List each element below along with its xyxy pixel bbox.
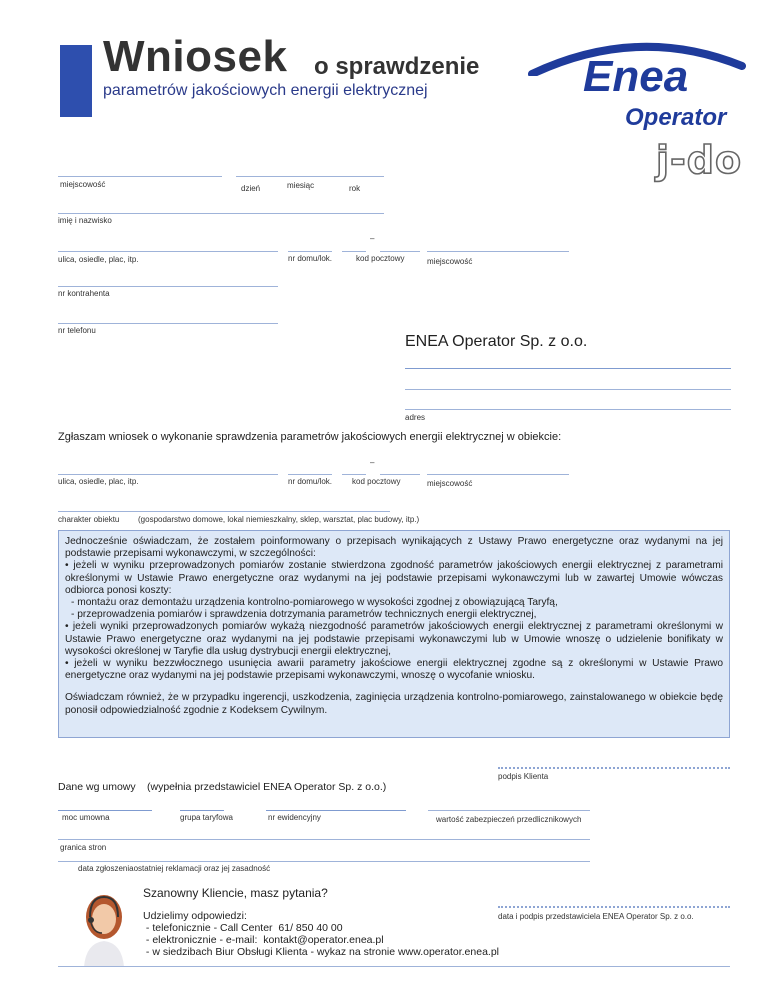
enea-logo-operator: Operator <box>625 104 727 131</box>
object-postcode-field-a[interactable] <box>342 474 366 475</box>
rep-signature-label: data i podpis przedstawiciela ENEA Operator Sp. z o.o. <box>498 912 694 921</box>
declaration-item: • jeżeli wyniki przeprowadzonych pomiarów wykażą niezgodność parametrów jakościowych energii elektrycznej z parametrami określonymi w Ustawie Prawo energetyczne oraz wydanymi na jej podstawie przepisami wykonawczymi lub w Umowie wnoszę o udzielenie bonifikaty w wysokości określonej w Taryfie dla usług dystrybucji energii elektrycznej, <box>65 621 723 657</box>
day-label: dzień <box>241 184 261 193</box>
footer-divider <box>58 966 730 967</box>
help-body <box>143 910 499 958</box>
form-title: Wniosek <box>103 32 288 81</box>
house-field[interactable] <box>288 251 332 252</box>
name-field[interactable] <box>58 213 384 214</box>
help-item: - w siedzibach Biur Obsługi Klienta - wykaz na stronie www.operator.enea.pl <box>143 946 500 958</box>
security-label: wartość zabezpieczeń przedlicznikowych <box>436 815 582 824</box>
declaration-item: • jeżeli w wyniku bezzwłocznego usunięcia awarii parametry jakościowe energii elektrycznej zgodne są z określonymi w Ustawie Prawo energetyczne oraz wydanymi na jej podstawie przepisami wykonawczymi, wnoszę o wycofanie wniosku. <box>65 658 723 682</box>
declaration-box <box>58 530 730 738</box>
help-title: Szanowny Kliencie, masz pytania? <box>143 886 328 900</box>
declaration-subitem: - przeprowadzenia pomiarów i sprawdzenia dotrzymania parametrów technicznych energii elektrycznej, <box>71 609 537 621</box>
object-type-label: charakter obiektu <box>58 515 120 524</box>
form-subtitle: parametrów jakościowych energii elektrycznej <box>103 82 428 99</box>
tariff-label: grupa taryfowa <box>180 813 233 822</box>
street-label: ulica, osiedle, plac, itp. <box>58 255 139 264</box>
record-label: nr ewidencyjny <box>268 813 321 822</box>
object-type-hint: (gospodarstwo domowe, lokal niemieszkalny, sklep, warsztat, plac budowy, itp.) <box>138 515 420 524</box>
phone-label: nr telefonu <box>58 326 96 335</box>
year-label: rok <box>349 184 361 193</box>
title-accent-bar <box>60 45 92 117</box>
object-street-field[interactable] <box>58 474 278 475</box>
postcode-field-a[interactable] <box>342 251 366 252</box>
object-house-field[interactable] <box>288 474 332 475</box>
object-postcode-field-b[interactable] <box>380 474 420 475</box>
jdo-logo: j-do <box>656 138 743 182</box>
city-field[interactable] <box>427 251 569 252</box>
name-label: imię i nazwisko <box>58 216 112 225</box>
call-center-agent-icon <box>74 887 134 967</box>
house-label: nr domu/lok. <box>288 254 333 263</box>
border-label: granica stron <box>60 843 107 852</box>
month-label: miesiąc <box>287 181 315 190</box>
postcode-dash: – <box>370 234 375 243</box>
contractor-field[interactable] <box>58 286 278 287</box>
declaration-subitem: - montażu oraz demontażu urządzenia kontrolno-pomiarowego w wysokości zgodnej z obowiązującą Taryfą, <box>71 597 558 609</box>
rep-signature-field[interactable] <box>498 906 730 910</box>
border-field[interactable] <box>58 839 590 840</box>
postcode-field-b[interactable] <box>380 251 420 252</box>
postcode-label: kod pocztowy <box>356 254 405 263</box>
enea-logo: Enea <box>583 52 689 101</box>
client-signature-field[interactable] <box>498 767 730 771</box>
place-label: miejscowość <box>60 180 106 189</box>
help-item: - telefonicznie - Call Center 61/ 850 40 00 <box>143 922 343 934</box>
address-line-2[interactable] <box>405 389 731 390</box>
record-field[interactable] <box>266 810 406 811</box>
object-street-label: ulica, osiedle, plac, itp. <box>58 477 139 486</box>
object-house-label: nr domu/lok. <box>288 477 333 486</box>
object-city-label: miejscowość <box>427 479 473 488</box>
power-label: moc umowna <box>62 813 110 822</box>
form-title-suffix: o sprawdzenie <box>314 53 480 80</box>
address-line-1[interactable] <box>405 368 731 369</box>
contractor-label: nr kontrahenta <box>58 289 110 298</box>
request-text: Zgłaszam wniosek o wykonanie sprawdzenia parametrów jakościowych energii elektrycznej w obiekcie: <box>58 431 562 443</box>
object-type-field[interactable] <box>58 511 390 512</box>
phone-field[interactable] <box>58 323 278 324</box>
help-intro: Udzielimy odpowiedzi: <box>143 910 247 922</box>
object-postcode-label: kod pocztowy <box>352 477 401 486</box>
street-field[interactable] <box>58 251 278 252</box>
security-field[interactable] <box>428 810 590 811</box>
address-line-3[interactable] <box>405 409 731 410</box>
declaration-item: • jeżeli w wyniku przeprowadzonych pomiarów zostanie stwierdzona zgodność parametrów jakościowych energii elektrycznej z parametrami określonymi w Ustawie Prawo energetyczne oraz wydanymi na jej podstawie przepisami wykonawczymi lub w zawartej Umowie wówczas odbiorca ponosi koszty: <box>65 560 723 596</box>
client-signature-label: podpis Klienta <box>498 772 549 781</box>
city-label: miejscowość <box>427 257 473 266</box>
contract-heading-note: (wypełnia przedstawiciel ENEA Operator Sp. z o.o.) <box>147 781 387 793</box>
place-field[interactable] <box>58 176 222 177</box>
declaration-intro: Jednocześnie oświadczam, że zostałem poinformowany o przepisach wynikających z Ustawy Prawo energetyczne oraz wydanymi na jej podstawie przepisami wykonawczymi, w szczególności: <box>65 536 723 560</box>
complaint-field[interactable] <box>58 861 590 862</box>
recipient-company: ENEA Operator Sp. z o.o. <box>405 333 588 350</box>
liability-statement: Oświadczam również, że w przypadku ingerencji, uszkodzenia, zaginięcia urządzenia kontrolno-pomiarowego, zainstalowanego w obiekcie będę ponosił odpowiedzialność zgodnie z Kodeksem Cywilnym. <box>65 692 723 716</box>
object-city-field[interactable] <box>427 474 569 475</box>
power-field[interactable] <box>58 810 152 811</box>
address-label: adres <box>405 413 426 422</box>
tariff-field[interactable] <box>180 810 224 811</box>
complaint-label: data zgłoszeniaostatniej reklamacji oraz jej zasadność <box>78 864 271 873</box>
contract-heading: Dane wg umowy <box>58 781 136 793</box>
date-field[interactable] <box>236 176 384 177</box>
help-item: - elektronicznie - e-mail: kontakt@operator.enea.pl <box>143 934 384 946</box>
object-postcode-dash: – <box>370 458 375 467</box>
